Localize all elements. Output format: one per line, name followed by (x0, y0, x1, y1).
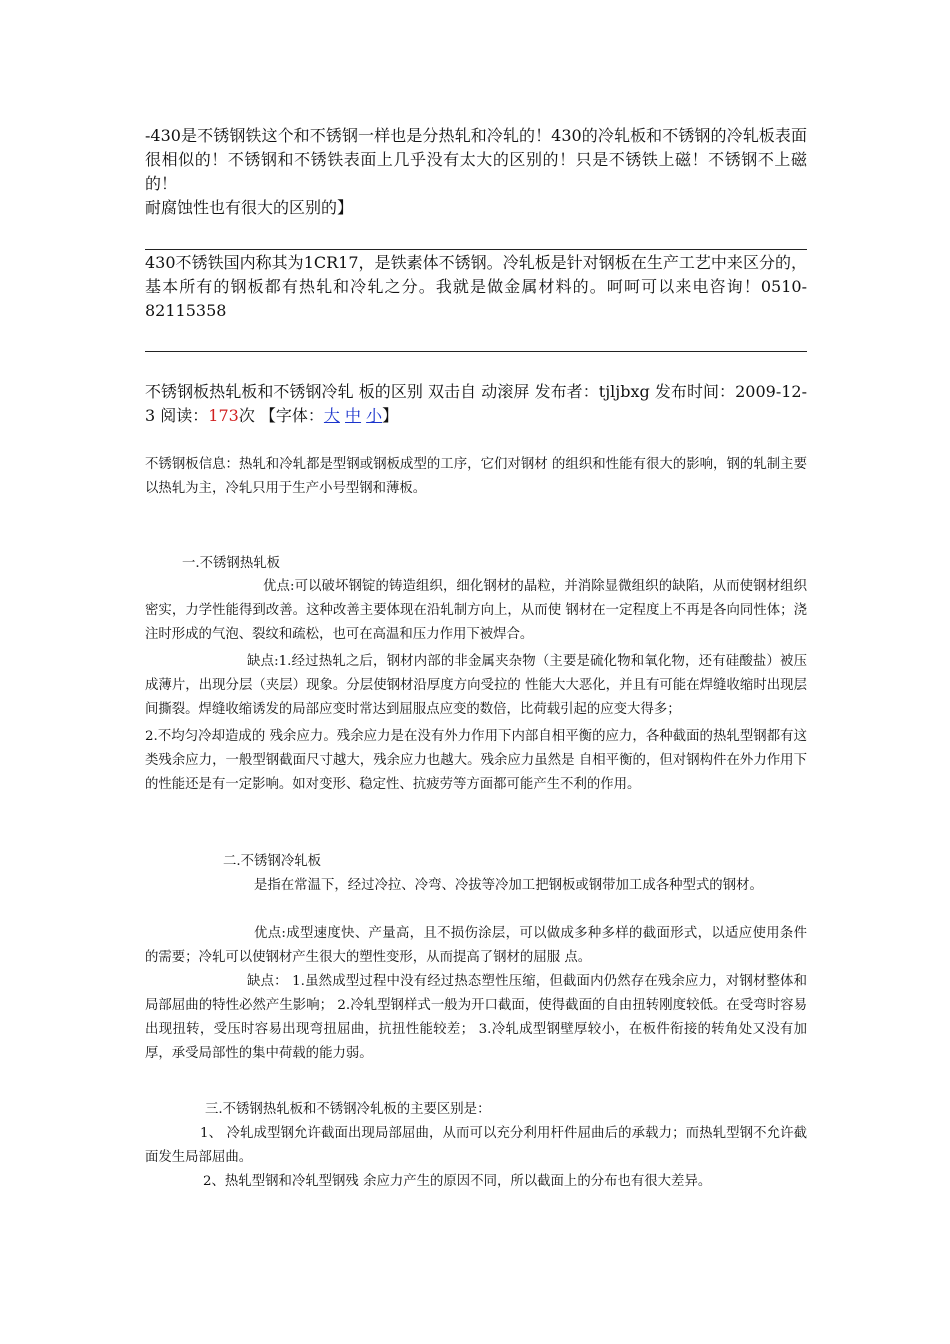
read-count: 173 (208, 406, 239, 425)
divider-bottom (145, 351, 807, 352)
intro-quote (145, 124, 807, 220)
section1-heading: 一.不锈钢热轧板 (182, 556, 280, 571)
section2-definition: 是指在常温下，经过冷拉、冷弯、冷拔等冷加工把钢板或钢带加工成各种型式的钢材。 (254, 878, 763, 893)
article-title-meta: 不锈钢板热轧板和不锈钢冷轧 板的区别 双击自 动滚屏 发布者：tjljbxg 发布时间：2009-12-3 阅读： (145, 382, 807, 425)
intro-quote-text: -430是不锈钢铁这个和不锈钢一样也是分热轧和冷轧的！430的冷轧板和不锈钢的冷轧板表面很相似的！不锈钢和不锈铁表面上几乎没有太大的区别的！只是不锈铁上磁！不锈钢不上磁的！ (145, 126, 807, 193)
article-header (145, 380, 807, 428)
font-size-small-link[interactable]: 小 (366, 406, 383, 425)
section1-residual-stress: 2.不均匀冷却造成的 残余应力。残余应力是在没有外力作用下内部自相平衡的应力，各种截面的热轧型钢都有这类残余应力，一般型钢截面尺寸越大，残余应力也越大。残余应力虽然是 自相平衡的，但对钢构件在外力作用下的性能还是有一定影响。如对变形、稳定性、抗疲劳等方面都可能产生不利的作用。 (145, 729, 807, 792)
summary-paragraph: 不锈钢板信息：热轧和冷轧都是型钢或钢板成型的工序，它们对钢材 的组织和性能有很大的影响，钢的轧制主要以热轧为主，冷轧只用于生产小号型钢和薄板。 (145, 457, 807, 496)
section2-disadvantages: 缺点： 1.虽然成型过程中没有经过热态塑性压缩，但截面内仍然存在残余应力，对钢材整体和局部屈曲的特性必然产生影响； 2.冷轧型钢样式一般为开口截面，使得截面的自由扭转刚度较低。在受弯时容易出现扭转，受压时容易出现弯扭屈曲，抗扭性能较差； 3.冷轧成型钢壁厚较小，在板件衔接的转角处又没有加厚，承受局部性的集中荷载的能力弱。 (145, 974, 807, 1061)
font-size-large-link[interactable]: 大 (323, 406, 340, 425)
section3-item-2: 2、热轧型钢和冷轧型钢残 余应力产生的原因不同，所以截面上的分布也有很大差异。 (203, 1174, 712, 1189)
font-size-medium-link[interactable]: 中 (345, 406, 362, 425)
section2-advantages: 优点:成型速度快、产量高，且不损伤涂层，可以做成多种多样的截面形式，以适应使用条件的需要；冷轧可以使钢材产生很大的塑性变形，从而提高了钢材的屈服 点。 (145, 926, 807, 965)
font-bracket-close: 】 (382, 406, 399, 425)
section3-item-1: 1、 冷轧成型钢允许截面出现局部屈曲，从而可以充分利用杆件屈曲后的承载力；而热轧型钢不允许截面发生局部屈曲。 (145, 1126, 807, 1165)
divider-top (145, 249, 807, 250)
section2-heading: 二.不锈钢冷轧板 (223, 854, 321, 869)
intro-quote-tail: 耐腐蚀性也有很大的区别的】 (145, 198, 354, 217)
answer-paragraph: 430不锈铁国内称其为1CR17，是铁素体不锈钢。冷轧板是针对钢板在生产工艺中来区分的，基本所有的钢板都有热轧和冷轧之分。我就是做金属材料的。呵呵可以来电咨询！0510-82115358 (145, 253, 807, 320)
section3-heading: 三.不锈钢热轧板和不锈钢冷轧板的主要区别是： (205, 1102, 491, 1117)
section1-disadvantages: 缺点:1.经过热轧之后，钢材内部的非金属夹杂物（主要是硫化物和氧化物，还有硅酸盐）被压成薄片，出现分层（夹层）现象。分层使钢材沿厚度方向受拉的 性能大大恶化，并且有可能在焊缝收缩时出现层间撕裂。焊缝收缩诱发的局部应变时常达到屈服点应变的数倍，比荷载引起的应变大得多； (145, 654, 807, 717)
section1-advantages: 优点:可以破坏钢锭的铸造组织，细化钢材的晶粒，并消除显微组织的缺陷，从而使钢材组织密实，力学性能得到改善。这种改善主要体现在沿轧制方向上，从而使 钢材在一定程度上不再是各向同性体；浇注时形成的气泡、裂纹和疏松，也可在高温和压力作用下被焊合。 (145, 579, 807, 642)
read-suffix: 次 【字体： (238, 406, 324, 425)
